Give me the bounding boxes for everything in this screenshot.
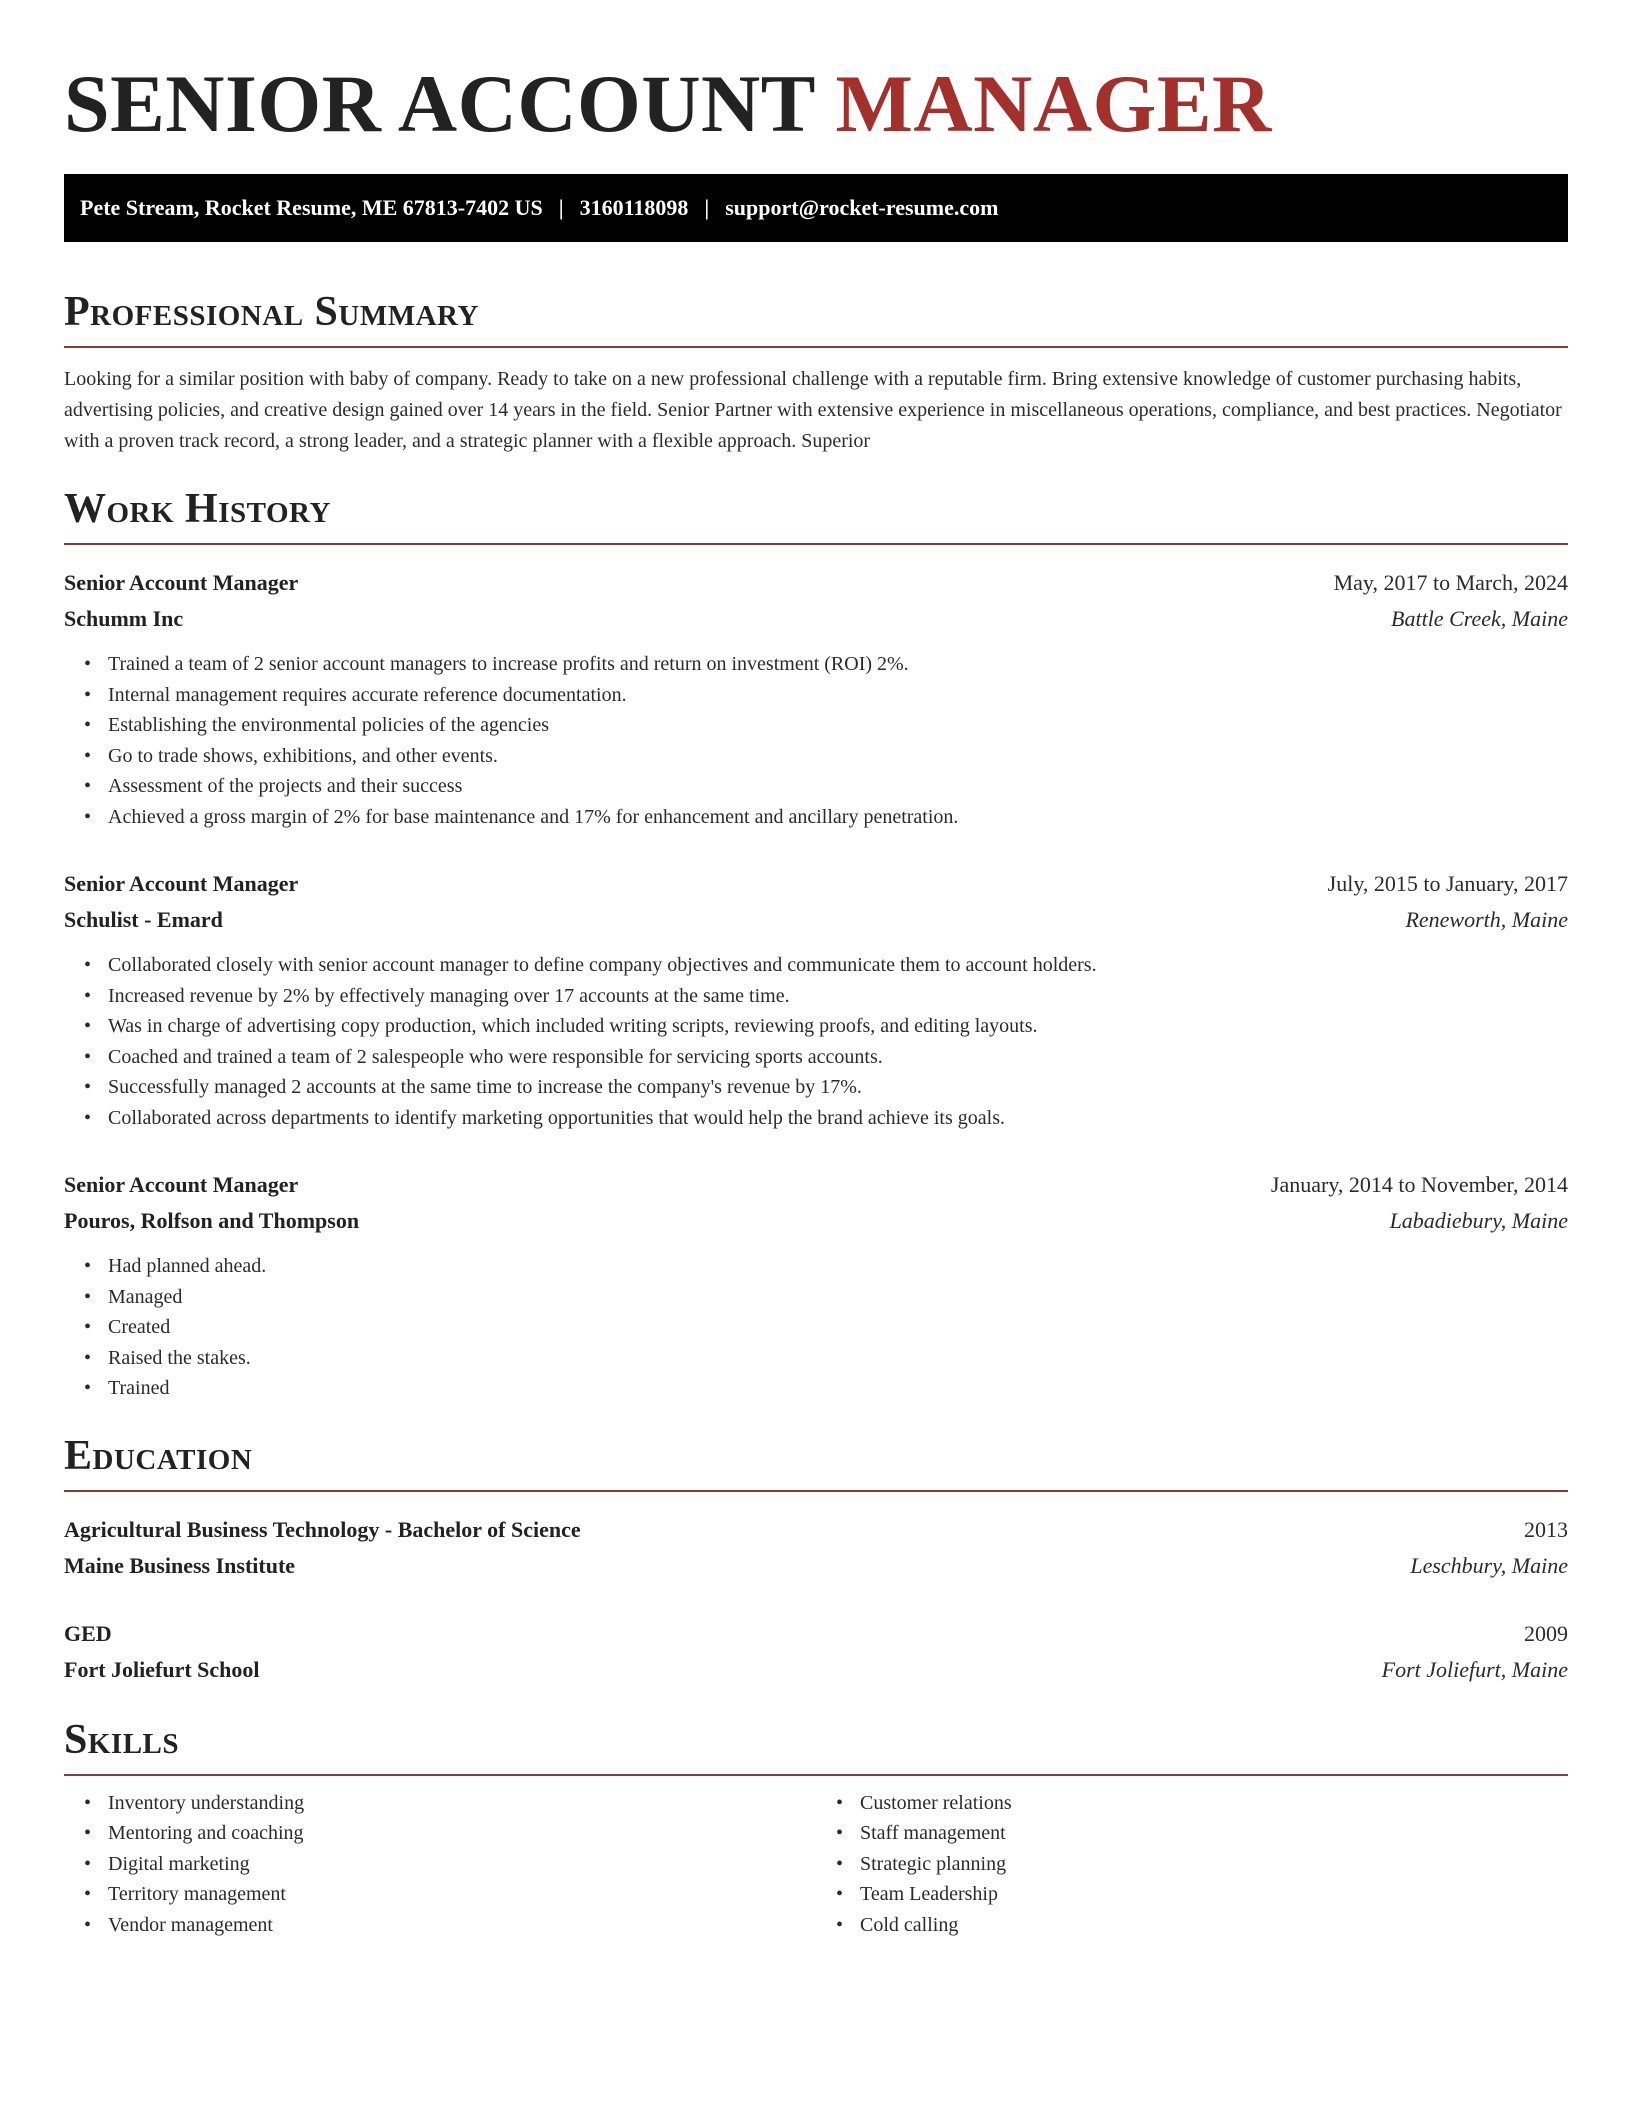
contact-separator: | [558, 195, 564, 220]
job-location: Labadiebury, Maine [1389, 1208, 1568, 1233]
contact-phone[interactable]: 3160118098 [579, 195, 689, 220]
job-bullets [64, 1251, 1568, 1404]
skill-item: • Digital marketing [108, 1849, 816, 1880]
contact-address: Pete Stream, Rocket Resume, ME 67813-7402 US [80, 195, 543, 220]
summary-section [64, 286, 1568, 457]
education-school: Fort Joliefurt School [64, 1656, 260, 1682]
job-header-row [64, 1167, 1568, 1203]
skill-item: • Mentoring and coaching [108, 1818, 816, 1849]
skill-item: • Inventory understanding [108, 1788, 816, 1819]
job-company: Pouros, Rolfson and Thompson [64, 1208, 360, 1233]
job-title: Senior Account Manager [64, 570, 299, 595]
job-bullet: • Trained a team of 2 senior account managers to increase profits and return on investment (ROI) 2%. [108, 649, 1568, 680]
job-bullet: • Go to trade shows, exhibitions, and other events. [108, 741, 1568, 772]
job-title: Senior Account Manager [64, 1172, 299, 1197]
skills-section [64, 1714, 1568, 1941]
skill-item: • Territory management [108, 1879, 816, 1910]
job-bullet: • Internal management requires accurate reference documentation. [108, 680, 1568, 711]
education-degree-row [64, 1616, 1568, 1652]
job-bullets [64, 950, 1568, 1133]
skills-list-right [816, 1788, 1568, 1941]
skill-item: • Cold calling [860, 1910, 1568, 1941]
contact-email[interactable]: support@rocket-resume.com [725, 195, 999, 220]
section-divider [64, 1774, 1568, 1776]
education-location: Leschbury, Maine [1410, 1552, 1568, 1578]
resume-page [64, 56, 1568, 1940]
section-divider [64, 543, 1568, 545]
skill-item: • Strategic planning [860, 1849, 1568, 1880]
education-degree-row [64, 1512, 1568, 1548]
job-bullet: • Managed [108, 1282, 1568, 1313]
job-company-row [64, 902, 1568, 938]
job-entry [64, 565, 1568, 832]
education-entry [64, 1512, 1568, 1584]
job-bullet: • Coached and trained a team of 2 salespeople who were responsible for servicing sports accounts. [108, 1042, 1568, 1073]
job-company-row [64, 601, 1568, 637]
education-heading: Education [64, 1432, 253, 1479]
summary-heading: Professional Summary [64, 289, 479, 335]
job-bullet: • Trained [108, 1373, 1568, 1404]
job-company-row [64, 1203, 1568, 1239]
education-degree: Agricultural Business Technology - Bachelor of Science [64, 1516, 581, 1542]
section-divider [64, 1490, 1568, 1492]
education-school: Maine Business Institute [64, 1552, 296, 1578]
job-entry [64, 866, 1568, 1133]
work-history-section [64, 483, 1568, 1404]
title-accent: MANAGER [835, 58, 1272, 149]
summary-text: Looking for a similar position with baby of company. Ready to take on a new professional challenge with a reputable firm. Bring extensive knowledge of customer purchasing habits, advertising policies, and creative design gained over 14 years in the field. Senior Partner with extensive experience in miscellaneous operations, compliance, and best practices. Negotiator with a proven track record, a strong leader, and a strategic planner with a flexible approach. Superior [64, 368, 1562, 452]
job-bullet: • Achieved a gross margin of 2% for base maintenance and 17% for enhancement and ancillary penetration. [108, 802, 1568, 833]
education-degree: GED [64, 1620, 112, 1646]
education-year: 2009 [1524, 1620, 1568, 1646]
education-year: 2013 [1524, 1516, 1568, 1542]
job-title: Senior Account Manager [64, 871, 299, 896]
job-dates: July, 2015 to January, 2017 [1327, 871, 1568, 896]
skill-item: • Vendor management [108, 1910, 816, 1941]
skill-item: • Team Leadership [860, 1879, 1568, 1910]
job-header-row [64, 565, 1568, 601]
job-bullet: • Successfully managed 2 accounts at the same time to increase the company's revenue by 17%. [108, 1072, 1568, 1103]
skill-item: • Staff management [860, 1818, 1568, 1849]
skills-heading: Skills [64, 1716, 180, 1763]
job-bullet: • Establishing the environmental policies of the agencies [108, 710, 1568, 741]
skills-grid [64, 1788, 1568, 1941]
job-bullet: • Collaborated across departments to identify marketing opportunities that would help the brand achieve its goals. [108, 1103, 1568, 1134]
contact-bar [64, 174, 1568, 242]
skills-list-left [64, 1788, 816, 1941]
section-divider [64, 346, 1568, 348]
job-company: Schulist - Emard [64, 907, 223, 932]
title-main: SENIOR ACCOUNT [64, 58, 815, 149]
job-company: Schumm Inc [64, 606, 184, 631]
job-bullet: • Raised the stakes. [108, 1343, 1568, 1374]
skill-item: • Customer relations [860, 1788, 1568, 1819]
education-section [64, 1430, 1568, 1688]
job-entry [64, 1167, 1568, 1404]
job-bullet: • Had planned ahead. [108, 1251, 1568, 1282]
education-entry [64, 1616, 1568, 1688]
job-header-row [64, 866, 1568, 902]
job-bullet: • Created [108, 1312, 1568, 1343]
job-location: Battle Creek, Maine [1391, 606, 1568, 631]
job-bullets [64, 649, 1568, 832]
education-school-row [64, 1652, 1568, 1688]
job-dates: May, 2017 to March, 2024 [1333, 570, 1568, 595]
education-school-row [64, 1548, 1568, 1584]
contact-separator: | [704, 195, 710, 220]
job-bullet: • Assessment of the projects and their success [108, 771, 1568, 802]
job-dates: January, 2014 to November, 2014 [1270, 1172, 1568, 1197]
job-bullet: • Increased revenue by 2% by effectively managing over 17 accounts at the same time. [108, 981, 1568, 1012]
job-bullet: • Collaborated closely with senior account manager to define company objectives and communicate them to account holders. [108, 950, 1568, 981]
job-bullet: • Was in charge of advertising copy production, which included writing scripts, reviewing proofs, and editing layouts. [108, 1011, 1568, 1042]
resume-title [64, 56, 1568, 152]
work-history-heading: Work History [64, 486, 331, 532]
job-location: Reneworth, Maine [1405, 907, 1568, 932]
education-location: Fort Joliefurt, Maine [1381, 1656, 1568, 1682]
